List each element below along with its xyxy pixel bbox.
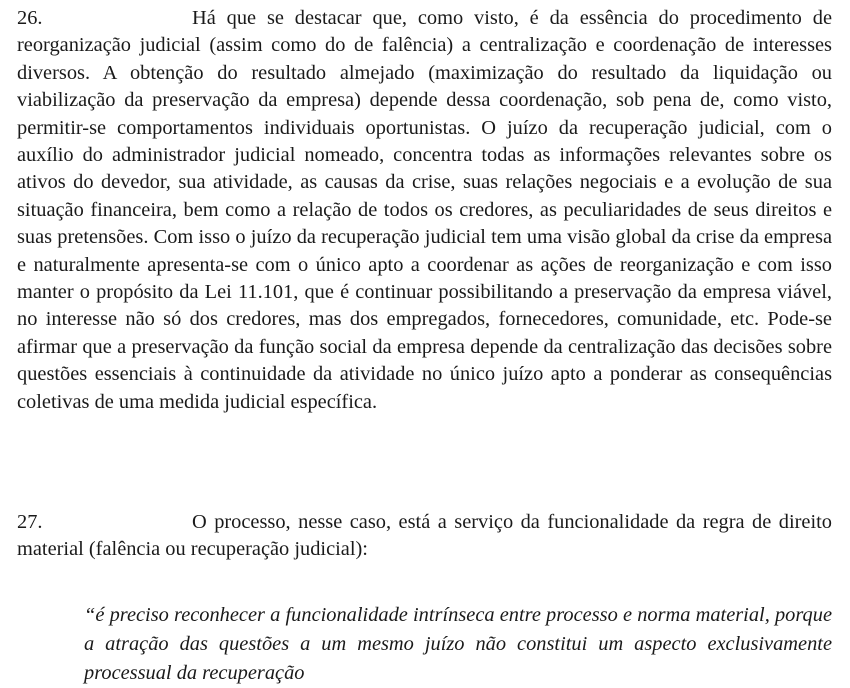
paragraph-number: 27. <box>17 511 43 533</box>
paragraph-text: Há que se destacar que, como visto, é da essência do procedimento de reorganização judicial (assim como do de falência) a centralização e coordenação de interesses diversos. A obtenção do resultado almejado (maximização do resultado da liquidação ou viabilização da preservação da empresa) depende dessa coordenação, sob pena de, como visto, permitir-se comportamentos individuais oportunistas. O juízo da recuperação judicial, com o auxílio do administrador judicial nomeado, concentra todas as informações relevantes sobre os ativos do devedor, sua atividade, as causas da crise, suas relações negociais e a evolução de sua situação financeira, bem como a relação de todos os credores, as peculiaridades de seus direitos e suas pretensões. Com isso o juízo da recuperação judicial tem uma visão global da crise da empresa e naturalmente apresenta-se com o único apto a coordenar as ações de reorganização e com isso manter o propósito da Lei 11.101, que é continuar possibilitando a preservação da empresa viável, no interesse não só dos credores, mas dos empregados, fornecedores, comunidade, etc. Pode-se afirmar que a preservação da função social da empresa depende da centralização das decisões sobre questões essenciais à continuidade da atividade no único juízo apto a ponderar as consequências coletivas de uma medida judicial específica. <box>17 7 832 413</box>
paragraph-27 <box>17 509 832 564</box>
paragraph-text: O processo, nesse caso, está a serviço da funcionalidade da regra de direito material (falência ou recuperação judicial): <box>17 511 832 561</box>
paragraph-26 <box>17 5 832 416</box>
block-quote: “é preciso reconhecer a funcionalidade intrínseca entre processo e norma material, porque a atração das questões a um mesmo juízo não constitui um aspecto exclusivamente processual da recuperação <box>84 604 832 684</box>
paragraph-number: 26. <box>17 7 43 29</box>
